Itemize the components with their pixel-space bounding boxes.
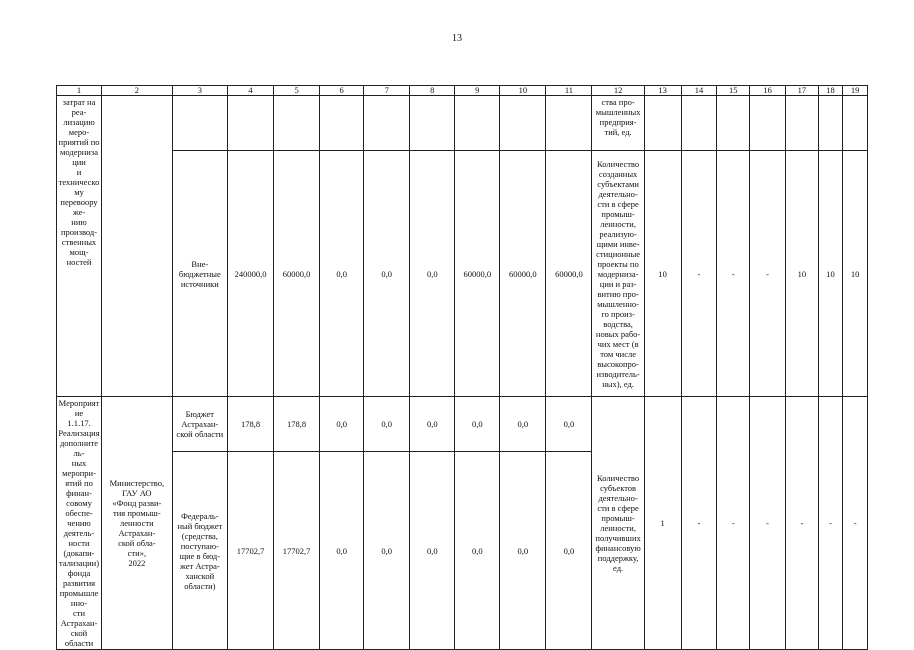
header-cell: 1	[57, 86, 102, 96]
value-cell: 0,0	[410, 452, 455, 650]
value-cell: 0,0	[546, 397, 592, 452]
header-cell: 17	[785, 86, 818, 96]
value-cell: 0,0	[410, 397, 455, 452]
header-cell: 4	[227, 86, 273, 96]
value-cell: 17702,7	[274, 452, 320, 650]
source-cell: Федераль- ный бюджет (средства, поступаю- щие в бюд- жет Астра- ханской области)	[172, 452, 227, 650]
value-cell	[274, 96, 320, 151]
value-cell: 0,0	[455, 452, 500, 650]
header-cell: 2	[102, 86, 173, 96]
value-cell	[750, 96, 786, 151]
header-cell: 15	[717, 86, 750, 96]
value-cell	[500, 96, 546, 151]
activity-name-cell: затрат на реа- лизацию меро- приятий по модернизации и техническому перевооруже- нию производ- ственных мощ- ностей	[57, 96, 102, 397]
value-cell: -	[681, 397, 717, 650]
value-cell: -	[681, 151, 717, 397]
header-cell: 12	[592, 86, 644, 96]
header-row	[57, 86, 868, 96]
value-cell	[410, 96, 455, 151]
header-cell: 11	[546, 86, 592, 96]
header-cell: 6	[320, 86, 364, 96]
value-cell: 60000,0	[274, 151, 320, 397]
header-cell: 10	[500, 86, 546, 96]
value-cell	[546, 96, 592, 151]
source-cell	[172, 96, 227, 151]
value-cell: 240000,0	[227, 151, 273, 397]
program-table	[56, 85, 868, 650]
value-cell: 0,0	[364, 452, 410, 650]
value-cell: 0,0	[410, 151, 455, 397]
value-cell: 0,0	[546, 452, 592, 650]
value-cell: -	[750, 151, 786, 397]
header-cell: 3	[172, 86, 227, 96]
value-cell: 0,0	[364, 151, 410, 397]
header-cell: 16	[750, 86, 786, 96]
executor-cell: Министерство, ГАУ АО «Фонд разви- тия промыш- ленности Астрахан- ской обла- сти», 2022	[102, 397, 173, 650]
value-cell: 10	[644, 151, 681, 397]
table-row	[57, 151, 868, 397]
value-cell: -	[717, 397, 750, 650]
value-cell	[227, 96, 273, 151]
value-cell: 17702,7	[227, 452, 273, 650]
value-cell: 60000,0	[500, 151, 546, 397]
source-cell: Бюджет Астрахан- ской области	[172, 397, 227, 452]
value-cell	[785, 96, 818, 151]
source-cell: Вне- бюджетные источники	[172, 151, 227, 397]
header-cell: 13	[644, 86, 681, 96]
value-cell	[364, 96, 410, 151]
header-cell: 18	[818, 86, 843, 96]
indicator-cell: Количество созданных субъектами деятельно- сти в сфере промыш- ленности, реализую- щими инве- стиционные проекты по модерниза- ции и раз- витию про- мышленно- го произ- водства, новых рабо- чих мест (в том числе высокопро- изводитель- ных), ед.	[592, 151, 644, 397]
table-row	[57, 397, 868, 452]
value-cell: 0,0	[364, 397, 410, 452]
value-cell: 178,8	[227, 397, 273, 452]
value-cell: -	[843, 397, 868, 650]
value-cell: 0,0	[455, 397, 500, 452]
value-cell: 10	[818, 151, 843, 397]
value-cell: 10	[785, 151, 818, 397]
value-cell: 0,0	[500, 452, 546, 650]
value-cell: 60000,0	[455, 151, 500, 397]
value-cell	[644, 96, 681, 151]
value-cell: -	[818, 397, 843, 650]
value-cell	[681, 96, 717, 151]
value-cell	[818, 96, 843, 151]
header-cell: 14	[681, 86, 717, 96]
activity-name-cell: Мероприятие 1.1.17. Реализация дополнитель- ных меропри- ятий по финан- совому обеспе- чению деятель- ности (докапи- тализации) фонда развития промышленно- сти Астрахан- ской области	[58, 398, 100, 648]
header-cell: 19	[843, 86, 868, 96]
executor-cell	[102, 96, 173, 397]
value-cell: 0,0	[320, 452, 364, 650]
value-cell: 178,8	[274, 397, 320, 452]
value-cell: -	[785, 397, 818, 650]
header-cell: 7	[364, 86, 410, 96]
value-cell: 0,0	[320, 151, 364, 397]
indicator-cell: ства про- мышленных предприя- тий, ед.	[592, 96, 644, 151]
table-row	[57, 96, 868, 151]
value-cell	[455, 96, 500, 151]
value-cell: 0,0	[500, 397, 546, 452]
value-cell	[843, 96, 868, 151]
value-cell: 60000,0	[546, 151, 592, 397]
value-cell: 1	[644, 397, 681, 650]
value-cell	[320, 96, 364, 151]
header-cell: 9	[455, 86, 500, 96]
header-cell: 5	[274, 86, 320, 96]
page-number: 13	[452, 33, 462, 44]
value-cell: 10	[843, 151, 868, 397]
value-cell: -	[750, 397, 786, 650]
header-cell: 8	[410, 86, 455, 96]
value-cell: 0,0	[320, 397, 364, 452]
value-cell	[717, 96, 750, 151]
indicator-cell: Количество субъектов деятельно- сти в сфере промыш- ленности, получивших финансовую поддержку, ед.	[592, 397, 644, 650]
value-cell: -	[717, 151, 750, 397]
